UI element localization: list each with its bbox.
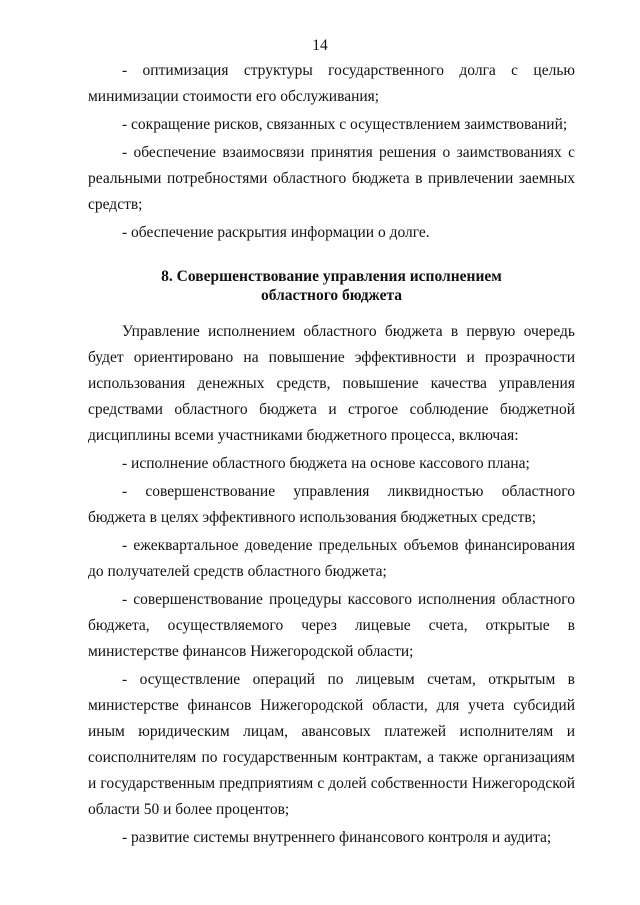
list-item-borrowing-needs: - обеспечение взаимосвязи принятия решения о заимствованиях с реальными потребностями областного бюджета в привлечении заемных средств; (88, 144, 575, 213)
list-item-quarterly-limits: - ежеквартальное доведение предельных объемов финансирования до получателей средств областного бюджета; (88, 537, 575, 580)
list-item-liquidity: - совершенствование управления ликвидностью областного бюджета в целях эффективного использования бюджетных средств; (88, 483, 575, 526)
section-heading-line-2: областного бюджета (260, 287, 403, 304)
page-number: 14 (312, 37, 328, 54)
section-heading-line-1: 8. Совершенствование управления исполнением (161, 268, 502, 285)
list-item-internal-control: - развитие системы внутреннего финансового контроля и аудита; (122, 829, 552, 846)
list-item-risk-reduction: - сокращение рисков, связанных с осуществлением заимствований; (122, 116, 568, 133)
list-item-personal-accounts: - осуществление операций по лицевым счетам, открытым в министерстве финансов Нижегородской области, для учета субсидий иным юридическим лицам, авансовых платежей исполнителям и соисполнителям по государственным контрактам, а также организациям и государственным предприятиям с долей собственности Нижегородской области 50 и более процентов; (88, 671, 575, 818)
list-item-debt-optimization: - оптимизация структуры государственного долга с целью минимизации стоимости его обслуживания; (88, 62, 575, 105)
list-item-cash-plan: - исполнение областного бюджета на основе кассового плана; (122, 455, 530, 472)
list-item-cash-execution: - совершенствование процедуры кассового исполнения областного бюджета, осуществляемого через лицевые счета, открытые в министерстве финансов Нижегородской области; (88, 591, 575, 660)
list-item-debt-disclosure: - обеспечение раскрытия информации о долге. (122, 224, 430, 241)
section-heading (88, 267, 575, 305)
document-body (88, 58, 575, 851)
section-intro-paragraph: Управление исполнением областного бюджета в первую очередь будет ориентировано на повышение эффективности и прозрачности использования денежных средств, повышение качества управления средствами областного бюджета и строгое соблюдение бюджетной дисциплины всеми участниками бюджетного процесса, включая: (88, 323, 575, 444)
